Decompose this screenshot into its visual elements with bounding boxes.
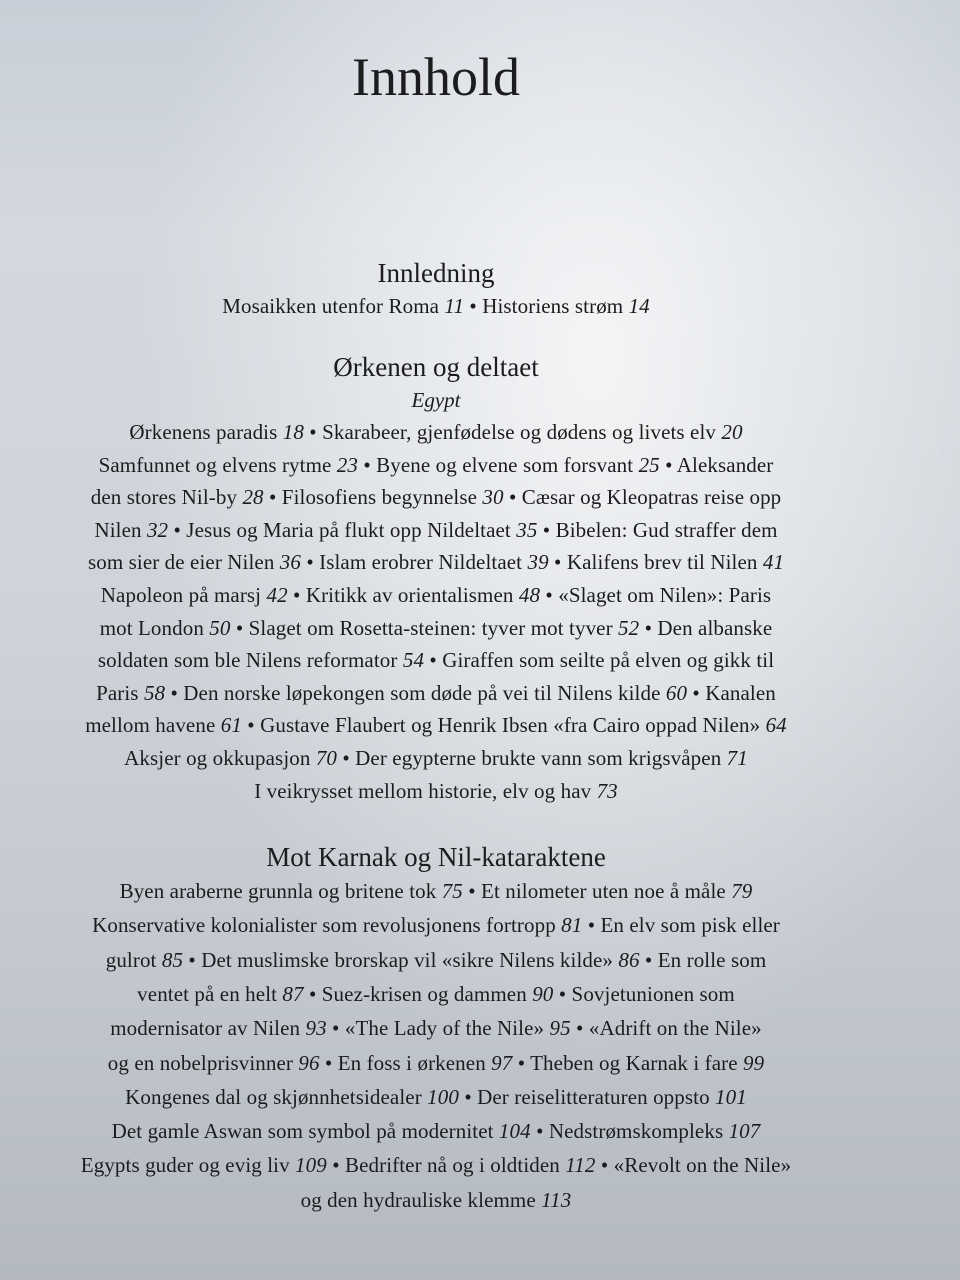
entry-text: • Kalifens brev til Nilen xyxy=(548,550,763,575)
page-number: 90 xyxy=(532,981,554,1006)
entry-text: • Den albanske xyxy=(639,615,773,640)
toc-line xyxy=(0,1117,872,1145)
page-number: 54 xyxy=(402,648,425,673)
entry-text: • Det muslimske brorskap vil «sikre Nilens kilde» xyxy=(183,947,619,972)
section-subheading-egypt: Egypt xyxy=(411,388,461,412)
toc-line xyxy=(0,1083,872,1111)
entry-text: • En elv som pisk eller xyxy=(582,913,780,938)
page-number: 79 xyxy=(731,879,753,903)
page-number: 25 xyxy=(638,452,660,477)
page-number: 104 xyxy=(498,1119,531,1144)
toc-line xyxy=(0,483,872,511)
page-number: 87 xyxy=(282,981,304,1006)
entry-text: • Bedrifter nå og i oldtiden xyxy=(326,1153,566,1178)
page-number: 42 xyxy=(266,583,288,607)
page-number: 32 xyxy=(146,517,169,542)
entry-text: • Sovjetunionen som xyxy=(553,981,735,1006)
page-number: 81 xyxy=(561,913,583,938)
toc-line xyxy=(0,1014,872,1042)
page-number: 70 xyxy=(315,746,338,770)
entry-text: • Kritikk av orientalismen xyxy=(287,583,519,607)
entry-text: og den hydrauliske klemme xyxy=(300,1187,542,1212)
entry-text: • Jesus og Maria på flukt opp Nildeltaet xyxy=(168,517,517,542)
toc-line xyxy=(0,418,872,446)
page-number: 100 xyxy=(427,1084,459,1109)
toc-line xyxy=(0,877,872,905)
page-number: 35 xyxy=(516,517,538,542)
page-number: 112 xyxy=(565,1153,596,1178)
entry-text: • Cæsar og Kleopatras reise opp xyxy=(503,485,782,510)
entry-text: Samfunnet og elvens rytme xyxy=(98,452,337,477)
entry-text: Kongenes dal og skjønnhetsidealer xyxy=(125,1084,428,1109)
page-number: 48 xyxy=(518,583,541,607)
entry-text: Nilen xyxy=(94,517,147,542)
page-number: 109 xyxy=(295,1153,327,1178)
entry-text: Egypts guder og evig liv xyxy=(80,1153,296,1178)
entry-text: Konservative kolonialister som revolusjonens fortropp xyxy=(92,913,562,938)
page-number: 41 xyxy=(762,550,785,575)
page-number: 73 xyxy=(596,778,618,803)
page-number: 39 xyxy=(527,550,549,575)
page-number: 107 xyxy=(728,1119,761,1144)
entry-text: • Den norske løpekongen som døde på vei til Nilens kilde xyxy=(165,680,666,705)
entry-text: ventet på en helt xyxy=(137,981,283,1006)
toc-line xyxy=(0,646,872,674)
page-title: Innhold xyxy=(352,47,520,107)
entry-text: og en nobelprisvinner xyxy=(107,1050,299,1075)
page-number: 71 xyxy=(726,746,748,770)
page-number: 58 xyxy=(143,680,166,705)
page-number: 113 xyxy=(541,1187,572,1212)
entry-text: • «The Lady of the Nile» xyxy=(326,1016,550,1041)
entry-text: • Theben og Karnak i fare xyxy=(512,1050,744,1075)
toc-line xyxy=(0,1049,872,1077)
page-number: 36 xyxy=(279,550,301,575)
entry-text: • Historiens strøm xyxy=(464,294,629,318)
entry-text: Napoleon på marsj xyxy=(100,583,267,607)
entry-text: • Kanalen xyxy=(687,680,776,705)
page-number: 52 xyxy=(618,615,640,640)
toc-line xyxy=(0,292,872,320)
page-number: 101 xyxy=(715,1084,747,1109)
toc-line xyxy=(0,777,872,805)
page-number: 75 xyxy=(441,879,463,903)
toc-line xyxy=(0,614,872,642)
toc-line xyxy=(0,1186,872,1214)
toc-line xyxy=(0,946,872,974)
section-heading-mot-karnak: Mot Karnak og Nil-kataraktene xyxy=(266,842,606,872)
toc-line xyxy=(0,980,872,1008)
page-number: 60 xyxy=(665,680,688,705)
toc-line xyxy=(0,1151,872,1179)
entry-text: Byen araberne grunnla og britene tok xyxy=(119,879,442,903)
entry-text: I veikrysset mellom historie, elv og hav xyxy=(254,778,597,803)
toc-line xyxy=(0,516,872,544)
entry-text: • «Adrift on the Nile» xyxy=(570,1016,762,1041)
toc-line xyxy=(0,451,872,479)
page-number: 11 xyxy=(444,294,465,318)
entry-text: mot London xyxy=(99,615,210,640)
entry-text: • Slaget om Rosetta-steinen: tyver mot tyver xyxy=(230,615,619,640)
entry-text: modernisator av Nilen xyxy=(110,1016,306,1041)
section-heading-innledning: Innledning xyxy=(377,258,495,288)
entry-text: Det gamle Aswan som symbol på modernitet xyxy=(111,1119,499,1144)
page-number: 18 xyxy=(282,420,304,444)
page-number: 28 xyxy=(242,485,264,510)
toc-line xyxy=(0,548,872,576)
entry-text: • Bibelen: Gud straffer dem xyxy=(537,517,778,542)
page-number: 30 xyxy=(482,485,504,510)
entry-text: Mosaikken utenfor Roma xyxy=(222,294,445,318)
entry-text: • «Revolt on the Nile» xyxy=(595,1153,792,1178)
entry-text: mellom havene xyxy=(85,713,221,738)
page-number: 23 xyxy=(336,452,358,477)
entry-text: Paris xyxy=(96,680,144,705)
page-number: 96 xyxy=(298,1050,320,1075)
entry-text: • Der reiselitteraturen oppsto xyxy=(458,1084,716,1109)
entry-text: • Nedstrømskompleks xyxy=(530,1119,729,1144)
page-number: 50 xyxy=(209,615,231,640)
page-number: 85 xyxy=(161,947,184,972)
entry-text: • Islam erobrer Nildeltaet xyxy=(300,550,528,575)
toc-line xyxy=(0,581,872,609)
section-heading-orkenen-og-deltaet: Ørkenen og deltaet xyxy=(333,352,539,382)
page-number: 99 xyxy=(743,1050,765,1075)
entry-text: • Giraffen som seilte på elven og gikk til xyxy=(424,648,775,673)
page-number: 93 xyxy=(305,1016,327,1041)
entry-text: • Et nilometer uten noe å måle xyxy=(462,879,732,903)
entry-text: • «Slaget om Nilen»: Paris xyxy=(540,583,772,607)
page-number: 86 xyxy=(618,947,640,972)
entry-text: gulrot xyxy=(105,947,162,972)
entry-text: • Skarabeer, gjenfødelse og dødens og livets elv xyxy=(303,420,722,444)
entry-text: som sier de eier Nilen xyxy=(87,550,280,575)
page-number: 97 xyxy=(491,1050,513,1075)
entry-text: • Der egypterne brukte vann som krigsvåpen xyxy=(337,746,727,770)
toc-line xyxy=(0,679,872,707)
entry-text: • Suez-krisen og dammen xyxy=(303,981,533,1006)
entry-text: • Filosofiens begynnelse xyxy=(263,485,483,510)
entry-text: Ørkenens paradis xyxy=(129,420,283,444)
entry-text: • En rolle som xyxy=(639,947,767,972)
toc-line xyxy=(0,911,872,939)
page-number: 14 xyxy=(628,294,650,318)
entry-text: • Aleksander xyxy=(659,452,774,477)
entry-text: • Byene og elvene som forsvant xyxy=(358,452,639,477)
entry-text: den stores Nil-by xyxy=(90,485,243,510)
entry-text: • En foss i ørkenen xyxy=(319,1050,492,1075)
page-number: 64 xyxy=(765,713,787,738)
entry-text: • Gustave Flaubert og Henrik Ibsen «fra Cairo oppad Nilen» xyxy=(241,713,766,738)
toc-line xyxy=(0,744,872,772)
page-number: 20 xyxy=(721,420,743,444)
entry-text: Aksjer og okkupasjon xyxy=(124,746,316,770)
page-number: 95 xyxy=(549,1016,571,1041)
entry-text: soldaten som ble Nilens reformator xyxy=(97,648,403,673)
page-number: 61 xyxy=(220,713,242,738)
toc-line xyxy=(0,711,872,739)
